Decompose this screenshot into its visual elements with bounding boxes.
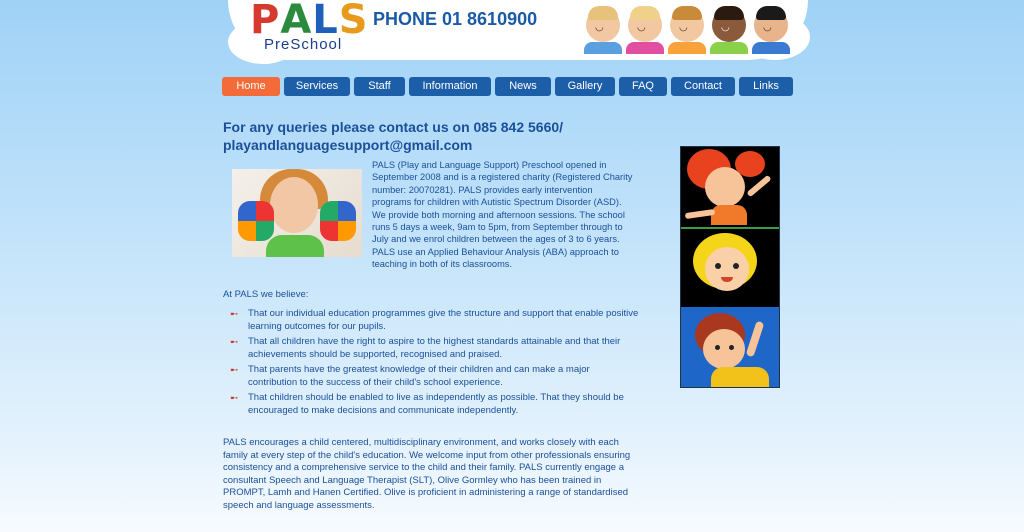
nav-contact[interactable]: Contact <box>671 77 735 96</box>
logo-word <box>250 0 369 43</box>
cartoon-blonde <box>681 227 779 309</box>
contact-heading <box>223 118 643 154</box>
kid-face: ◡ <box>626 6 664 44</box>
nav-information[interactable]: Information <box>409 77 491 96</box>
belief-text: That children should be enabled to live as independently as possible. That they should be encouraged to make decisions and communicate independently. <box>248 392 624 416</box>
belief-text: That our individual education programmes give the structure and support that enable positive learning outcomes for our pupils. <box>248 308 639 332</box>
cartoon-brown-hair <box>681 307 779 387</box>
logo-letter: P <box>250 0 281 43</box>
logo-letter: S <box>338 0 369 43</box>
arrow-icon: ➸ <box>230 337 239 348</box>
nav-staff[interactable]: Staff <box>354 77 405 96</box>
beliefs-heading: At PALS we believe: <box>223 289 309 300</box>
header-kids-image <box>584 6 790 44</box>
child-painted-hands-photo <box>232 169 362 257</box>
belief-text: That parents have the greatest knowledge of their children and can make a major contribution to the success of their child's school experience. <box>248 364 590 388</box>
list-item <box>230 308 640 333</box>
beliefs-list <box>230 308 640 420</box>
list-item <box>230 392 640 417</box>
logo-letter: A <box>280 0 313 43</box>
cartoon-red-hair <box>681 147 779 227</box>
arrow-icon: ➸ <box>230 393 239 404</box>
list-item <box>230 364 640 389</box>
site-logo[interactable] <box>250 0 369 53</box>
nav-gallery[interactable]: Gallery <box>555 77 615 96</box>
kid-face: ◡ <box>584 6 622 44</box>
nav-links[interactable]: Links <box>739 77 793 96</box>
arrow-icon: ➸ <box>230 365 239 376</box>
main-nav <box>222 77 793 96</box>
kid-face: ◡ <box>710 6 748 44</box>
nav-services[interactable]: Services <box>284 77 350 96</box>
kid-face: ◡ <box>752 6 790 44</box>
list-item <box>230 336 640 361</box>
arrow-icon: ➸ <box>230 309 239 320</box>
kid-face: ◡ <box>668 6 706 44</box>
logo-letter: L <box>312 0 339 43</box>
nav-home[interactable]: Home <box>222 77 280 96</box>
belief-text: That all children have the right to aspire to the highest standards attainable and that their achievements should be supported, recognised and praised. <box>248 336 621 360</box>
contact-heading-line1: For any queries please contact us on 085 842 5660/ <box>223 119 564 135</box>
outro-paragraph: PALS encourages a child centered, multidisciplinary environment, and works closely with each family at every step of the child's education. We welcome input from other professionals ensuring consistency and a comprehensive service to the child and their family. PALS currently engage a consultant Speech and Language Therapist (SLT), Olive Gormley who has been trained in PROMPT, Lamh and Hanen Certified. Olive is proficient in administering a range of standardised speech and language assessments. <box>223 437 631 511</box>
intro-paragraph: PALS (Play and Language Support) Preschool opened in September 2008 and is a registered charity (Registered Charity number: 20070281). PALS provides early intervention programs for children with Autistic Spectrum Disorder (ASD). We provide both morning and afternoon sessions. The school runs 5 days a week, 9am to 5pm, from September through to July and we enrol children between the ages of 3 to 6 years. PALS use an Applied Behaviour Analysis (ABA) approach to teaching in both of its classrooms. <box>372 160 633 270</box>
phone-number: PHONE 01 8610900 <box>373 9 538 29</box>
cartoon-kids-panel <box>680 146 780 388</box>
contact-email[interactable]: playandlanguagesupport@gmail.com <box>223 137 473 153</box>
nav-faq[interactable]: FAQ <box>619 77 667 96</box>
logo-subtitle: PreSchool <box>264 36 343 53</box>
nav-news[interactable]: News <box>495 77 551 96</box>
